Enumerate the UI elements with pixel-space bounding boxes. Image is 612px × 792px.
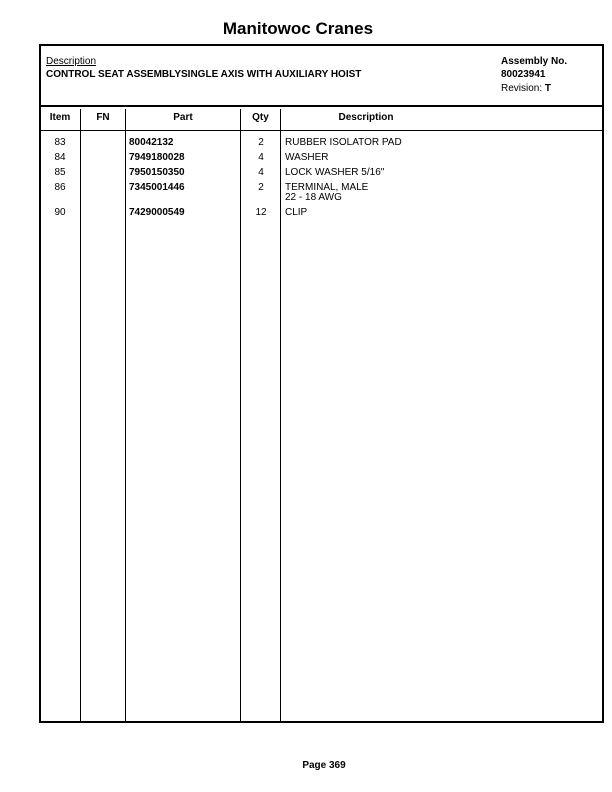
row-description: CLIP xyxy=(285,207,308,218)
row-description-line2: 22 - 18 AWG xyxy=(285,192,342,203)
row-part: 7429000549 xyxy=(129,207,185,218)
row-qty: 4 xyxy=(258,152,264,163)
row-item: 86 xyxy=(54,182,66,193)
column-divider xyxy=(80,109,81,721)
header-divider xyxy=(41,105,602,107)
row-description: WASHER xyxy=(285,152,329,163)
page-number: Page 369 xyxy=(302,760,346,771)
row-description: RUBBER ISOLATOR PAD xyxy=(285,137,402,148)
row-qty: 4 xyxy=(258,167,264,178)
assembly-description: CONTROL SEAT ASSEMBLYSINGLE AXIS WITH AUXILIARY HOIST xyxy=(46,69,362,80)
description-label: Description xyxy=(46,56,97,67)
assembly-number-label: Assembly No. xyxy=(501,56,568,67)
revision-label: Revision: xyxy=(501,83,543,94)
header-fn: FN xyxy=(96,112,110,123)
revision xyxy=(501,83,551,94)
column-divider xyxy=(240,109,241,721)
header-item: Item xyxy=(49,112,71,123)
row-item: 90 xyxy=(54,207,66,218)
row-part: 7950150350 xyxy=(129,167,185,178)
row-item: 83 xyxy=(54,137,66,148)
row-qty: 2 xyxy=(258,137,264,148)
parts-list-frame xyxy=(39,44,604,723)
assembly-number: 80023941 xyxy=(501,69,546,80)
column-divider xyxy=(280,109,281,721)
row-part: 7949180028 xyxy=(129,152,185,163)
header-description: Description xyxy=(338,112,394,123)
revision-value: T xyxy=(544,83,552,94)
row-description: TERMINAL, MALE xyxy=(285,182,369,193)
column-divider xyxy=(125,109,126,721)
row-item: 84 xyxy=(54,152,66,163)
header-part: Part xyxy=(173,112,193,123)
row-qty: 2 xyxy=(258,182,264,193)
row-part: 7345001446 xyxy=(129,182,185,193)
row-qty: 12 xyxy=(255,207,267,218)
row-item: 85 xyxy=(54,167,66,178)
page-title: Manitowoc Cranes xyxy=(222,19,374,38)
row-part: 80042132 xyxy=(129,137,174,148)
header-qty: Qty xyxy=(252,112,269,123)
row-description: LOCK WASHER 5/16" xyxy=(285,167,385,178)
